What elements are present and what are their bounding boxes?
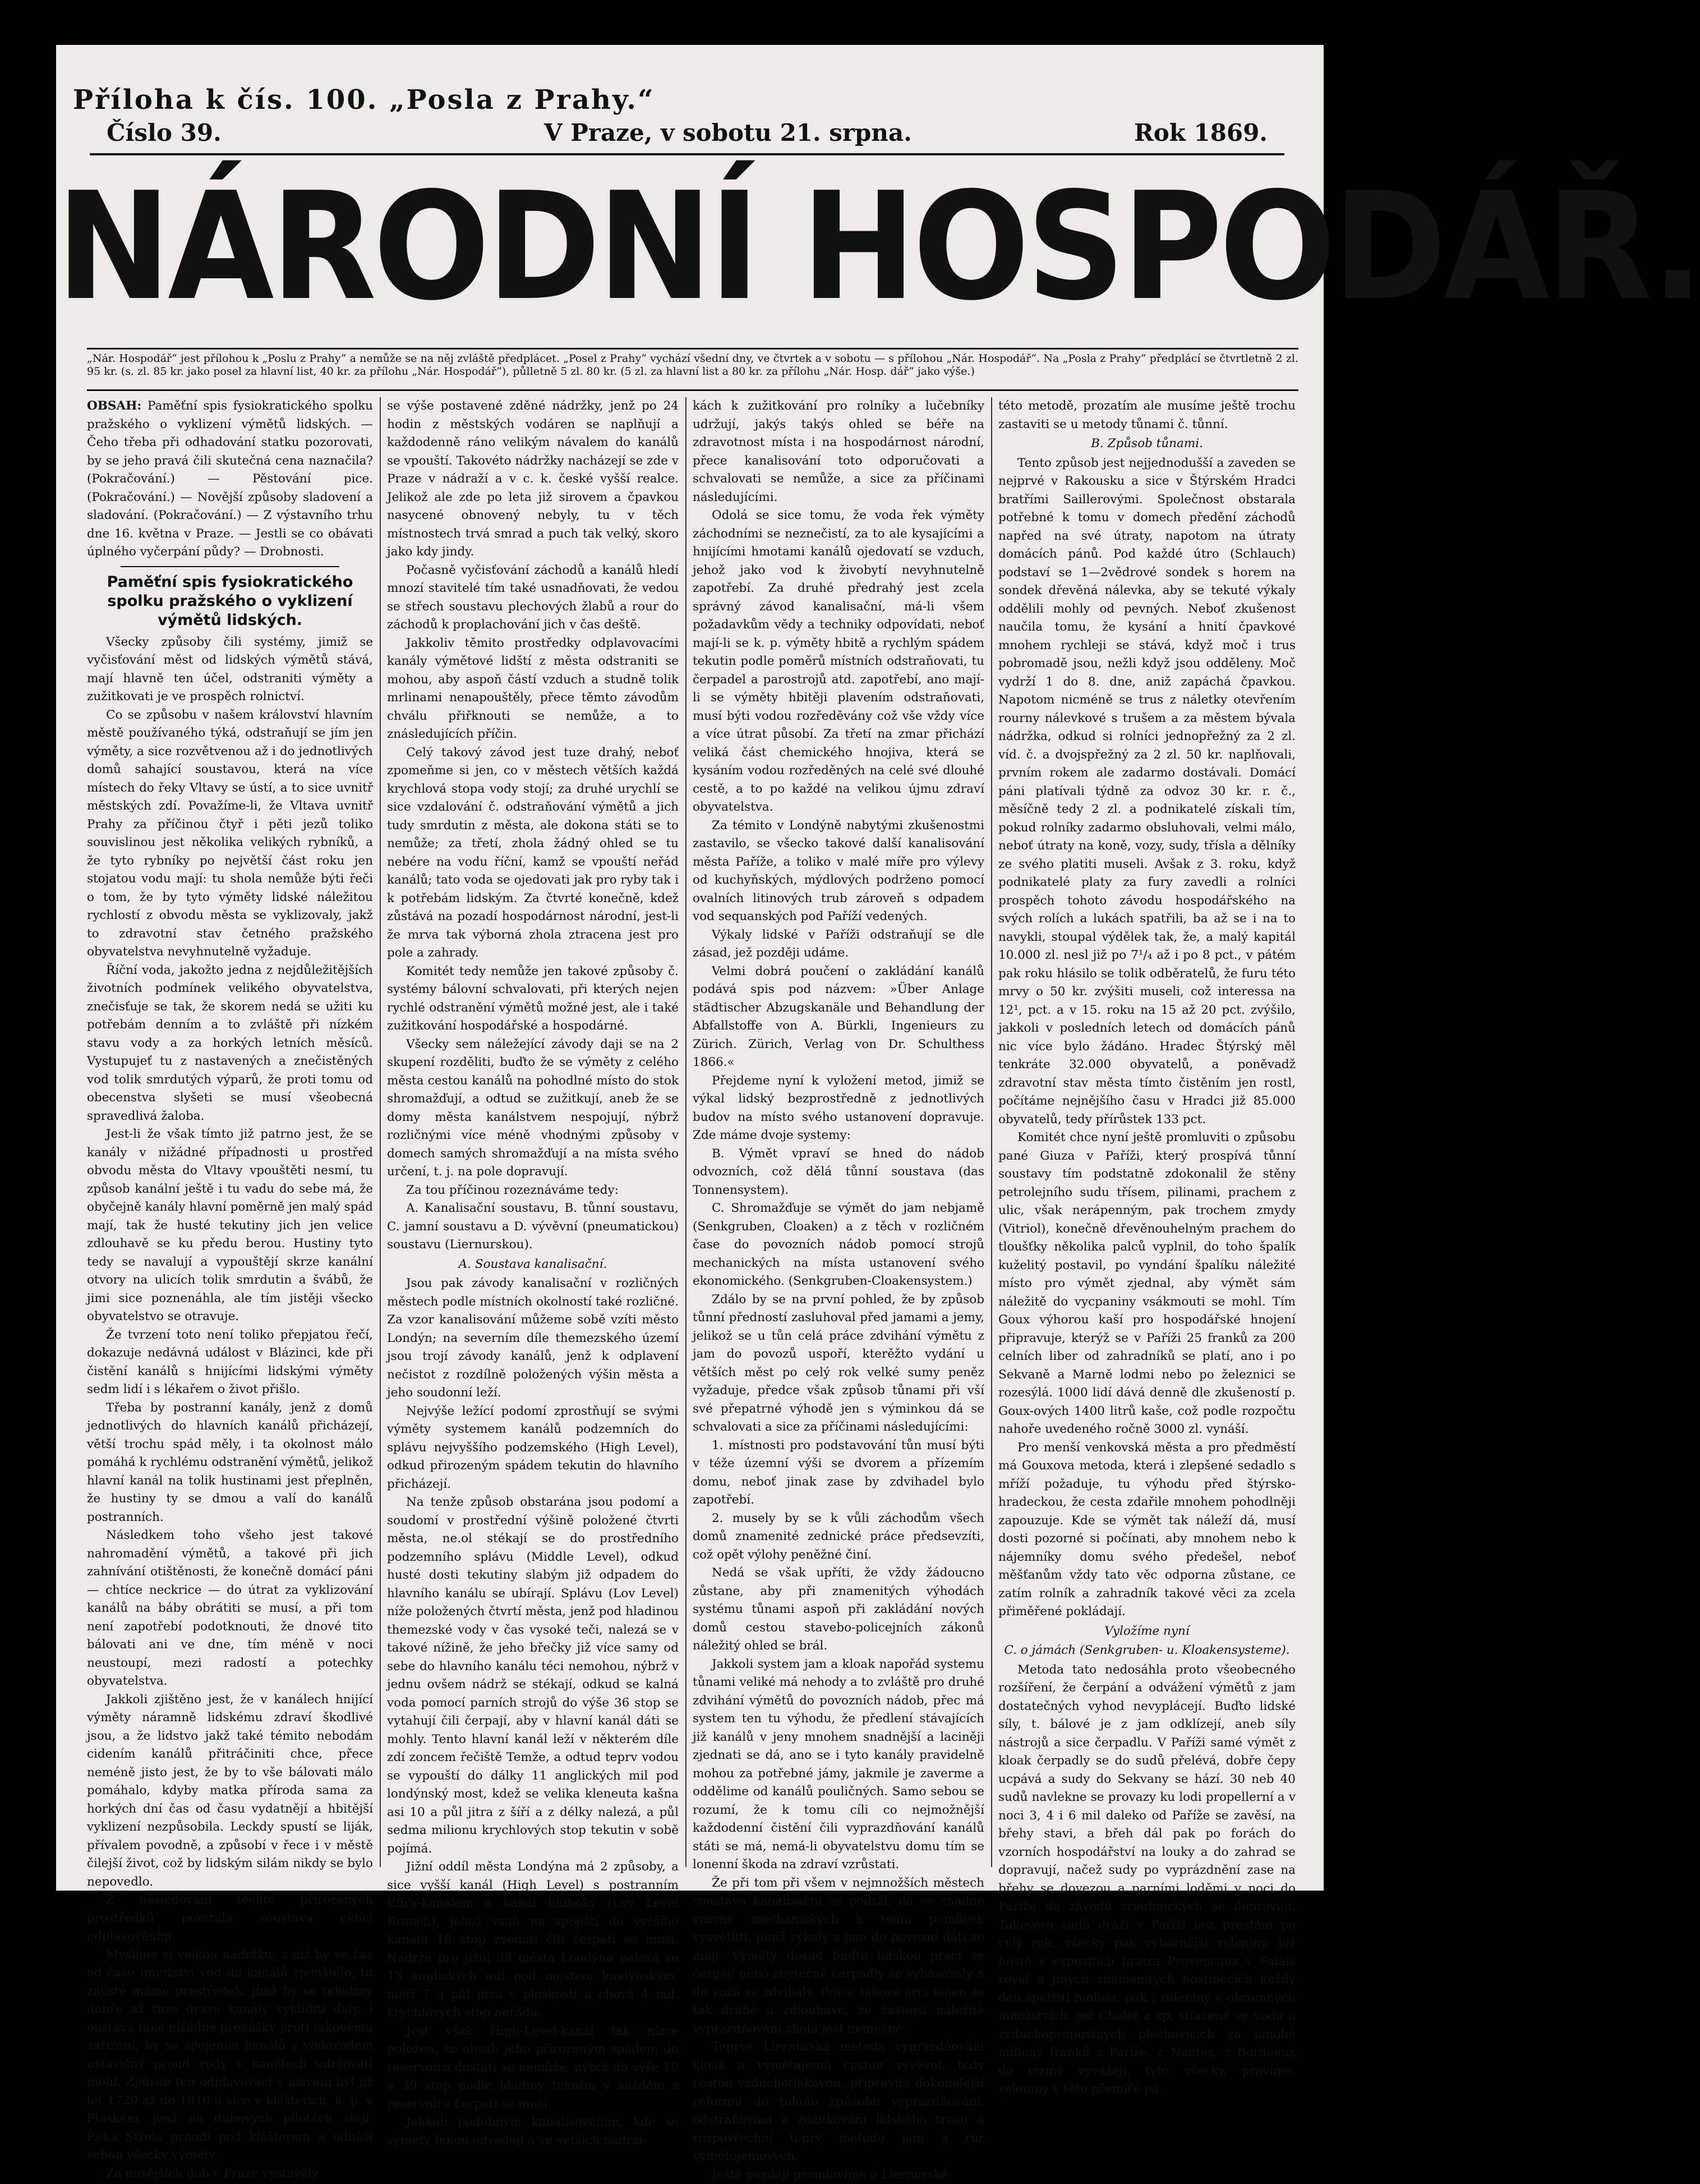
column-divider — [991, 397, 992, 1867]
contents-text: Paměťní spis fysiokratického spolku pražského o vyklizení výmětů lidských. — Čeho třeba při odhadování statku pozorovati, by se jeho pravá čili skutečná cena naznačila? (Pokračování.) — Pěstování pice. (Pokračování.) — Novější způsoby sladovení a sladování. (Pokračování.) — Z výstavního trhu dne 16. května v Praze. — Jestli se co obávati úplného vyčerpání půdy? — Drobnosti. — [87, 399, 373, 559]
article-heading: Paměťní spis fysiokratického spolku pražského o vyklizení výmětů lidských. — [87, 573, 373, 630]
paragraph: C. Shromažďuje se výmět do jam nebjamě (Senkgruben, Cloaken) a z těch v rozličném čase do povozních nádob pomocí strojů mechanických na místa ustanovení svého ekonomického. (Senkgruben-Cloakensystem.) — [693, 1199, 984, 1291]
paragraph: Za tou příčinou rozeznáváme tedy: — [387, 1181, 679, 1200]
paragraph: Zdálo by se na první pohled, že by způsob tůnní předností zasluhoval před jamami a jemy, jelikož se u tůn celá práce zdvihání výmětu z jam do povozů uspoří, kterěžto vydání u větších měst po celý rok velké sumy peněz vyžaduje, předce však způsob tůnami při vší své přepatrné výhodě jen s výminkou dá se schvalovati a sice za příčinami následujícími: — [693, 1291, 984, 1437]
issue-row — [107, 119, 1268, 153]
paragraph: kách k zužitkování pro rolníky a lučebníky udržují, jakýs takýs ohled se béře na zdravotnost místa i na hospodárnost národní, přece kanalisování toto odporučovati a schvalovati se nemůže, a sice za příčinami následujícími. — [693, 397, 984, 507]
paragraph: Jakkoliv těmito prostředky odplavovacími kanály výmětové lidští z města odstraniti se mohou, aby aspoň částí vzduch a studně tolik mrlinami nenapouštěly, přece těmto závodům chválu přiřknouti se nemůže, a to znásledujících příčin. — [387, 634, 679, 744]
paragraph: Komitét tedy nemůže jen takové způsoby č. systémy bálovní schvalovati, při kterých nejen rychlé odstranění výmětů možné jest, ale i také zužitkování hospodářské a hospodárné. — [387, 963, 679, 1036]
paragraph: této metodě, prozatím ale musíme ještě trochu zastaviti se u metody tůnami č. tůnní. — [998, 397, 1296, 434]
paragraph: 2. musely by se k vůli záchodům všech domů znamenité zednické práce předsevzíti, což opět výlohy peněžné činí. — [693, 1510, 984, 1565]
paragraph: Za témito v Londýně nabytými zkušenostmi zastavilo, se všecko takové další kanalisování města Paříže, a toliko v malé míře pro výlevy od kuchyňských, mýdlových podrženo pomocí ovalních litinových trub zároveň s odpadem vod sequanských pod Paříží vedených. — [693, 817, 984, 926]
paragraph: Jsou pak závody kanalisační v rozličných městech podle místních okolností také rozličné. Za vzor kanalisování můžeme sobě vzíti město Londýn; na severním díle themezského území jsou trojí závody kanálů, jenž k odplavení nečistot z rozdílně položených výšin města a jeho soudonní leží. — [387, 1275, 679, 1403]
paragraph: Tento způsob jest nejjednodušší a zaveden se nejprvé v Rakousku a sice v Štýrském Hradci bratřími Saillerovými. Společnost obstarala potřebné k tomu v domech předění záchodů napřed na své útraty, napotom na útraty domácích pánů. Pod každé útro (Schlauch) podstaví se 1—2vědrové sondek s horem na sondek dřevěná nálevka, aby se tekuté výkaly oddělili mohly od pevných. Neboť zkušenost naučila tomu, že kysání a hnití čpavkové mnohem rychleji se stává, když moč i trus pobromadě jsou, nežli když jsou odděleny. Moč vydrží 1 do 8. dne, aniž zapáchá čpavkou. Napotom nicméně se trus z náletky otevřením rourny nálevkové s trušem a za městem bývala nádržka, odkud si rolníci jednopřežný za 2 zl. víd. č. a dvojspřežný za 2 zl. 50 kr. naplňovali, prvním rokem ale zadarmo dostávali. Domácí páni platívali týdně za odvoz 30 kr. r. č., měsíčně tedy 2 zl. a podnikatelé získali tím, pokud rolníky zadarmo obsluhovali, velmi málo, neboť útraty na koně, vozy, sudy, třísla a dělníky ze svého platiti museli. Avšak z 3. roku, když podnikatelé platy za fury zavedli a rolníci prospěch tohoto závodu hospodářského na svých rolích a lukách spatřili, ba až se i na to navykli, stoupal výdělek tak, že, a malý kapitál 10.000 zl. nesl již po 7¹/₄ až i po 8 pct., v pátém pak roku hlásilo se tolik odběratelů, že furu této mrvy o 50 kr. zvýšiti museli, což interessa na 12¹, pct. a v 15. roku na 15 až 20 pct. zvýšilo, jakkoli v posledních letech od domácích pánů nic více bylo žádáno. Hradec Štýrský měl tenkráte 32.000 obyvatelů, a poněvadž zdravotní stav města tímto čistěním jen rostl, počítáme nejnějšího času v Hradci již 85.000 obyvatelů, tedy přírůstek 133 pct. — [998, 454, 1296, 1129]
paragraph: Celý takový závod jest tuze drahý, neboť zpomeňme si jen, co v městech větších každá krychlová stopa vody stojí; za druhé urychlí se sice vzdalování č. odstraňování výmětů a jich tudy smrdutin z města, ale dokona státi se to nemůže; za třetí, zhola žádný ohled se tu nebére na vodu říční, kamž se vpouští neřád kanálů; tato voda se ojedovati jak pro ryby tak i k potřebám lidským. Za čtvrté konečně, kdež zůstává na pozadí hospodárnost národní, jest-li že mrva tak výborná zhola ztracena jest pro pole a zahrady. — [387, 744, 679, 963]
paragraph: Za novějších dob v Praze vystavěly — [87, 2165, 373, 2183]
paragraph: Třeba by postranní kanály, jenž z domů jednotlivých do hlavních kanálů přicházejí, větší trochu spád měly, i ta okolnost málo pomáhá k rychlému odstranění výmětů, jelikož hlavní kanál na tolik hustinami jest přeplněn, že hustiny ty se dmou a valí do kanálů postranních. — [87, 1399, 373, 1527]
paragraph: Přejdeme nyní k vyložení metod, jimiž se výkal lidský bezprostředně z jednotlivých budov na místo svého ustanovení dopravuje. Zde máme dvoje systemy: — [693, 1072, 984, 1145]
paragraph: Teprvé Liernurská metoda vyprazdňování kloak a výmětajemů cestou vývěvní, tedy cestou vzduchotlakovou, připravila dokonalejší reformu do tohoto způsobu vyprazdňování, odstraňování a zužitkování lidského trusu a rozpovřechní teprv metodu jam a rur výmětojemových. — [693, 2038, 984, 2166]
section-subheading: C. o jámách (Senkgruben- u. Kloakensysteme). — [998, 1642, 1296, 1660]
contents-rule — [121, 566, 339, 567]
paragraph: Výkaly lidské v Paříži odstraňují se dle zásad, jež později udáme. — [693, 926, 984, 963]
issue-year: Rok 1869. — [1134, 119, 1268, 146]
paragraph: Jakkoli podobným kanalisováním, kde se výměty fekou odvádějí a ve větších nádrží- — [387, 2113, 679, 2150]
paragraph: Jižní oddíl města Londýna má 2 způsoby, a sice vyšší kanál (High Level) s postranním Effra-kanálem a kanál hluboký (Lov Level Branch), jehož vsah na spojiští do vyššího kanálu 18 stop zvedati čili čerpati se musí. Nádrže pro jižní díl města Londýna nalezá se 13 anglických mil pod mostem londýnským, měří 7 a půl jitra v ploskosti a chová 4 mil. krychlových stop neřádu. — [387, 1858, 679, 2022]
masthead-rule — [87, 348, 1298, 350]
newspaper-page — [56, 45, 1324, 1891]
paragraph: Myslíme si velkou nádržku, z níž by se čas od času množství vod do kanálů spouštělo, tu zajisté máme prostředek, jímž by se tekutiny dobře až tuze draze kanály vykliditi daly, i oustává také nížádné překážky proti takovému zařízení, by se spojením kanálů s vodovodem ustavičný proud vody v kanálech udržovati mohl. Způsob ten odplavovací v užívání byl již let 1720 až do 1810 a sice v klášterích, k. p. v Plaském, jenž na dubových pilotách stojí. Řeka Střela proudí pod klášterem a odnáší sebou všecky výměty. — [87, 1946, 373, 2165]
column-3 — [693, 397, 984, 1873]
paragraph: Jest-li že však tímto již patrno jest, že se kanály v nižádné případnosti u prostřed obvodu města do Vltavy vpouštěti nesmí, tu způsob kanální ještě i tu vadu do sebe má, že obyčejně kanály hlavní poměrně jen malý spád mají, tak že husté tekutiny jich jen velice zdlouhavě se ku předu berou. Hustiny tyto tedy se navalují a vypouštějí skrze kanální otvory na ulicích tolik smrdutin a švábů, že jimi sice poznenáhla, ale tím jistěji všecko obyvatelstvo se otravuje. — [87, 1125, 373, 1326]
contents-label: OBSAH: — [87, 399, 141, 413]
paragraph: Říční voda, jakožto jedna z nejdůležitějších životních podmínek velikého obyvatelstva, znečisťuje se tak, že skorem nedá se užiti ku potřebám denním a to zvláště při nízkém stavu vody a za horkých letních měsíců. Vystupujeť tu z nastavených a znečistěných vod tolik smrdutých výparů, že proti tomu od obecenstva slyšeti se musí všeobecná spravedlivá žaloba. — [87, 962, 373, 1126]
contents-block — [87, 397, 373, 562]
column-4 — [998, 397, 1296, 1873]
subscription-rule — [87, 389, 1298, 391]
paragraph: Ještě později promluvíme o Liernurské — [693, 2166, 984, 2184]
paragraph: Jakkoli system jam a kloak napořád systemu tůnami veliké má nehody a to zvláště pro druhé zdvihání výmětů do povozních nádob, přec má system ten tu výhodu, že předlení stávajících již kanálů v jeny mnohem snadnější a laciněji zjednati se dá, ano se i tyto kanály pravidelně mohou za potřebné jámy, jakmile je zaverme a oddělime od kanálů pouličných. Samo sebou se rozumí, že k tomu cíli co nejmožnější každodenní čistění čili vyprazdňování kanálů státi se má, nemá-li obyvatelstvu domu tím se lonenní škoda na zdraví vzrůstati. — [693, 1656, 984, 1874]
column-1 — [87, 397, 373, 1873]
section-subheading: B. Způsob tůnami. — [998, 435, 1296, 453]
paragraph: Všecky způsoby čili systémy, jimiž se vyčisťování měst od lidských výmětů stává, mají hlavně ten účel, odstraniti výměty a zužitkovati je ve prospěch rolnictví. — [87, 633, 373, 706]
section-subheading: Vyložíme nyní — [998, 1622, 1296, 1641]
section-subheading: A. Soustava kanalisační. — [387, 1256, 679, 1274]
paragraph: Nedá se však upříti, že vždy žádoucno zůstane, aby při znamenitých výhodách systému tůnami aspoň při zakládání nových domů cestou stavebo-policejních zákonů náležitý ohled se brál. — [693, 1564, 984, 1656]
paragraph: Všecky sem náležející závody daji se na 2 skupení rozděliti, buďto že se výměty z celého města cestou kanálů na pohodlné místo do stok shromažďují, a odtud se zužitkují, aneb že se domy města kanálstvem nespojují, nýbrž rozličnými více méně vhodnými způsoby v domech samých shromažďují a na místa svého určení, t. j. na pole dopravují. — [387, 1036, 679, 1181]
supplement-line: Příloha k čís. 100. „Posla z Prahy.“ — [73, 84, 1296, 116]
masthead-title: NÁRODNÍ HOSPODÁŘ. — [56, 168, 1324, 326]
paragraph: Že tvrzení toto není toliko přepjatou řečí, dokazuje nedávná událost v Blázinci, kde při čistění kanálů s hnijícími lidskými výměty sedm lidí i s lékařem o život přišlo. — [87, 1326, 373, 1399]
paragraph: 1. místnosti pro podstavování tůn musí býti v téže územní výši se dvorem a přízemím domu, neboť jinak zase by zdvihadel bylo zapotřebí. — [693, 1437, 984, 1510]
top-rule — [90, 153, 1284, 155]
issue-date: V Praze, v sobotu 21. srpna. — [544, 119, 912, 146]
paragraph: Metoda tato nedosáhla proto všeobecného rozšíření, že čerpání a odvážení výmětů z jam dostatečných vyhod nevyplácejí. Buďto lidské síly, t. bálové je z jam odklízejí, aneb síly nástrojů a sice čerpadlu. V Paříži samé výmět z kloak čerpadly se do sudů přelévá, dobře čepy ucpává a sudy do Sekvany se hází. 30 neb 40 sudů navlekne se provazy ku lodi propellerní a v noci 3, 4 i 6 mil daleko od Paříže se zavěsí, na břehy stavi, a břeh dál pak po forách do vzorních hospodářství na louky a do zahrad se dopravují, načež sudy po vyprázdnění zase na břehy se dovezou a parními loděmi v noci do Paříže do závodů sroubnických se dopravují. Takovéto sudů draží v Paříži bez přestání po celý rok; všecky pak vybornější zeleniny, jež hosté v expositích bratra Provencaux v Palais royal a jiných znamenitých hostinecích každý den spatřiti mohou, pak i zeleniny v ohromných množstvích, jež Cholet a sp. stlačené ve vodu a vzduchopropustných plechovicích za mnohé miliony franků z Paříže, z Nantes, z Bordeaux do ciziny vyvážejí, tyto všecky, pravime, zeleniny v této přemíře pa- — [998, 1661, 1296, 2099]
column-2 — [387, 397, 679, 1873]
paragraph: Že při tom při všem v nejmnožších městech soustava kanalisační se podrží, dá se snadno vzorně mechanických k tomu pomůcek vysvětliti, jimiž výkaly z jam do povozní dáti se mají. Výměty dosud buďto lidskou prací se čerpají nebo zbytečně čerpadly se vyhazovaly a do vozů se zdvihaly. Práce takové arci nejen že tak drahé a zdlouhavé, že častější náležité vyprazdňování zhola jest nemožné. — [693, 1874, 984, 2039]
paragraph: Pro menší venkovská města a pro předměstí má Gouxova metoda, která i zlepšené sedadlo s mříží požaduje, tu výhodu před štýrsko-hradeckou, že cesta zdařile mnohem pohodlněji zapouzuje. Kde se výmět tak náleží dá, musí dosti pozorné si počínati, aby mnohem nebo k nájemníky domu svého předešel, neboť měšťanům vždy tato věc odporna zůstane, ce zatím rolník a zahradník takové věci za zcela přiměřené pokládají. — [998, 1439, 1296, 1621]
column-divider — [685, 397, 687, 1867]
paragraph: Velmi dobrá poučení o zakládání kanálů podává spis pod názvem: »Über Anlage städtischer Abzugskanäle und Behandlung der Abfallstoffe von A. Bürkli, Ingenieurs zu Zürich. Zürich, Verlag von Dr. Schulthess 1866.« — [693, 963, 984, 1072]
issue-number: Číslo 39. — [107, 119, 222, 146]
paragraph: Komitét chce nyní ještě promluviti o způsobu pané Giuza v Paříži, který prospívá tůnní soustavy tím podstatně zdokonalil že stěny petrolejního sudu třísem, pilinami, prachem z ulic, však nerápenným, pak trochem zmydy (Vitriol), konečně dřevěnouhelným prachem do tloušťky několika palců vyplnil, do toho špalík kuželitý postavil, po vyndání špalíku náležité místo pro výmět zjednal, aby výmět sám náležitě do vycpaniny vsákmouti se mohl. Tím Goux výhorou kaší pro hospodářské hnojení připravuje, kterýž se v Paříži 25 franků za 200 celních liber od zahradníků se platí, ano i po Sekvaně a Marně lodmi nebo po železnici se rozesýlá. 1000 lidí dává denně dle zkušeností p. Goux-ových 1400 litrů kaše, což podle rozpočtu nahoře uvedeného ročně 3000 zl. vynáší. — [998, 1129, 1296, 1439]
paragraph: Následkem toho všeho jest takové nahromadění výmětů, a takové při jich zahnívání otištěnosti, že konečně domácí páni — chtíce neckrice — do útrat za vyklizování kanálů na báby obrátiti se musí, a při tom není zapotřebí podotknouti, že dnové tito bálovati ani ve dne, tím méně v noci neustoupí, mezi radostí a potechky obyvatelstva. — [87, 1526, 373, 1691]
subscription-info: „Nár. Hospodář“ jest přílohou k „Poslu z Prahy“ a nemůže se na něj zvláště předplácet. „Posel z Prahy“ vychází všední dny, ve čtvrtek a v sobotu — s přílohou „Nár. Hospodář“. Na „Posla z Prahy“ předplácí se čtvrtletně 2 zl. 95 kr. (s. zl. 85 kr. jako posel za hlavní list, 40 kr. za přílohu „Nár. Hospodář“), půlletně 5 zl. 80 kr. (5 zl. za hlavní list a 80 kr. za přílohu „Nár. Hosp. dář“ jako výše.) — [87, 352, 1298, 378]
column-divider — [380, 397, 381, 1867]
paragraph: Počasně vyčisťování záchodů a kanálů hledí mnozí stavitelé tím také usnadňovati, že vedou se střech soustavu plechových žlabů a rour do záchodů k proplachování jich v čas deště. — [387, 562, 679, 634]
paragraph: Z následování těchto přirozených prostředků povstala soustava cídící odplavováním. — [87, 1891, 373, 1946]
paragraph: Odolá se sice tomu, že voda řek výměty záchodními se neznečistí, za to ale kysajícími a hnijícími hmotami kanálů ojedovatí se vzduch, jehož jako vod k živobytí nevyhnutelně zapotřebí. Za druhé předrahý jest zcela správný závod kanalisační, má-li všem požadavkům vědy a techniky odpovídati, neboť mají-li se k. p. výměty hbitě a rychlým spádem tekutin podle poměrů místních odstraňovati, tu čerpadel a parostrojů atd. zapotřebí, ano mají-li se výměty hbitěji plavením odstraňovati, musí býti vodou rozředěvány což vše vždy více a více útrat působí. Za třetí na zmar přichází veliká část chemického hnojiva, která se kysáním vodou rozředěných na celé své dlouhé cestě, a to po každé na velikou újmu zdraví obyvatelstva. — [693, 507, 984, 817]
paragraph: se výše postavené zděné nádržky, jenž po 24 hodin z městských vodáren se naplňují a každodenně ráno velikým návalem do kanálů se vpouští. Takovéto nádržky nacházejí se zde v Praze v nádraží a v c. k. české vyšší realce. Jelikož ale zde po leta již sirovem a čpavkou nasycené obnovený nebyly, tu v těch místnostech trvá smrad a puch tak velký, skoro jako kdy jindy. — [387, 397, 679, 562]
paragraph: B. Výmět vpraví se hned do nádob odvozních, což dělá tůnní soustava (das Tonnensystem). — [693, 1145, 984, 1200]
paragraph: Na tenže způsob obstarána jsou podomí a soudomí v prostřední výšině položené čtvrti města, ne.ol stékají se do prostředního podzemního splávu (Middle Level), odkud husté dosti tekutiny slabým již odpadem do hlavního kanálu se ubírají. Splávu (Lov Level) níže položených čtvrtí města, jenž pod hladinou themezské vody v čas vysoké teči, nalezá se v takové nížině, že jeho břečky již více samy od sebe do hlavního kanálu téci nemohou, nýbrž v jednu ovšem nádrž se stékají, odkud se kalná voda pomocí parních strojů do výše 36 stop se vytahují čili čerpají, aby v hlavní kanál dáti se mohly. Tento hlavní kanál leží v některém díle zdí zoncem řečiště Temže, a odtud teprv vodou se vypouští do dálky 11 anglických mil pod londýnský most, kdež se velika kleneuta kašna asi 10 a půl jitra z šíří a z délky nalezá, a půl sedma milionu krychlových stop tekutin v sobě pojímá. — [387, 1493, 679, 1858]
paragraph: Nejvýše ležící podomí zprostňují se svými výměty systemem kanálů podzemních do splávu nejvyššího podzemského (High Level), odkud přirozeným spádem tekutin do hlavního přicházejí. — [387, 1403, 679, 1494]
paragraph: A. Kanalisační soustavu, B. tůnní soustavu, C. jamní soustavu a D. vývěvní (pneumatickou) soustavu (Liernurskou). — [387, 1199, 679, 1254]
paragraph: Jest však High-Level-kanál tak nízce položen, že obsah jeho přirozeným spádem do reservoiru dostati se nemůže, nýbrž do výše 10 a 30 stop podle hladiny tekutin v každém z reservoiru čerpati se musí. — [387, 2022, 679, 2114]
paragraph: Co se způsobu v našem království hlavním městě používaného týká, odstraňují se jím jen výměty, a sice rozvětvenou až i do jednotlivých domů sahající soustavou, která na více místech do řeky Vltavy se ústí, a to sice uvnitř městských zdí. Považíme-li, že Vltava uvnitř Prahy za příčinou čtyř i pěti jezů toliko souvislinou jest několika velikých rybníků, a že tyto rybníky po největší část roku jen stojatou vodu mají: tu shola nemůže býti řeči o tom, že by tyto výměty lidské náležitou rychlostí z obvodu města se vyklizovaly, jakž to zdravotní stav četného pražského obyvatelstva nevyhnutelně vyžaduje. — [87, 706, 373, 962]
paragraph: Jakkoli zjištěno jest, že v kanálech hnijící výměty náramně lidskému zdraví škodlivé jsou, a že lidstvo jakž také témito nebodám cidením kanálů přitráčiniti chce, přece neméně jisto jest, že by to vše bálovati málo pomáhalo, kdyby matka příroda sama za horkých dní čas od času vydatnějí a hbitější vyklizení nezpůsobila. Leckdy spustí se liják, přívalem povodně, a způsobí v řece i v městě čilejší život, což by lidským silám nikdy se bylo nepovedlo. — [87, 1691, 373, 1892]
